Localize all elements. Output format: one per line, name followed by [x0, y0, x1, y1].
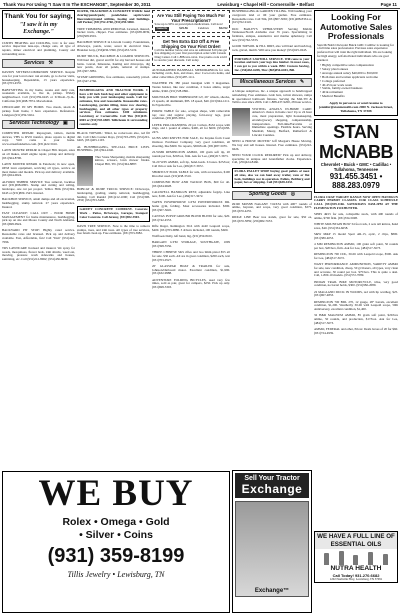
tractor-photo: [235, 501, 309, 597]
tools-icon: ⚒: [48, 59, 54, 66]
classified-ad: BABYSITTING in my home, weeks and daily rate, weekends available, to live in, pickup. Widely neighborhood. Call (931)359-6245 or 6:30a.m.-7p.m.. California (931)698-7874. Macedonian.: [2, 87, 75, 103]
classified-ad: CURTIS HEATING and COOLING, LLC is for sure: service inspection tune-ups, change outs, all type of repairs, minor electrical and plumbing, County and surrounding areas.: [2, 40, 75, 56]
nutra-phone: Call Today! 931.270.6682: [332, 573, 380, 578]
classified-ad: 22 MAGLAND DUCK IN WOODS, red with lip warthog, $25. (931)967-4833.: [314, 289, 398, 298]
sell-logo: [235, 473, 309, 498]
tractor-caption: Exchange™: [254, 588, 290, 594]
job-ad-item: • Highly competitive sales compensation: [320, 62, 374, 67]
classified-ad: TREE TRIMMING AND REMOVAL Licensed, insured, bucket truck, chipper. Free estimates. (931)638-9039, (256)508-9501.: [77, 26, 150, 38]
classified-ad: DUMP TRUCK, BACKHOE & LOADER SERVICES. Will haul dirt, gravel and fill for any harvard houses and barns. Gravel, limestone, hauling and driveways, dig new ponds, clear all ponds, removal of stumps. (931)307-3881.: [77, 54, 150, 73]
job-ad-apply: Apply in person to or send resume to jennifer@stanmcnabb.com 2000 N. Jackson Street, Tullahoma, TN 37388: [319, 100, 393, 113]
classified-ad: SHORTCUT POOL TABLE for sale, with accessories, $100 Ricochet used. (931)638-3310.: [152, 170, 230, 178]
column-2: [77, 10, 150, 478]
classified-ad: Thor Stone Sharpening, mobile sharpening knives, scissors, lawn mower blades. Chapel Hill, TN. (931)364-8887.: [95, 154, 150, 166]
classified-ad: 32-20 WIN AMMO, soft tip, hand-loads. 6 boxes. $25/box; Call Jim or Ask for Lee, (484)317-3672.: [152, 160, 230, 168]
coupon-title: Are You Still Paying Too Much For Your Prescriptions?: [157, 12, 225, 23]
classified-ad: LEPEK PRO-CRANNING 20 pd. Carbon, 8x32 scope with rings, and 1 pound of ammo, $400, all for $600. (931)638-2471.: [152, 122, 230, 135]
classified-ad: A Unique Adaptives, Inc. a unique approach to handicapped remodeling. Free estimates. Grab bars, roll-in showers, ramps & specialized bathroom fixtures. Serving the Mid-TN & Tellico area since 2006. Call 1-888-437-9200, 28 hour service.: [232, 89, 312, 105]
classified-ad: 20' GLASSPAR BOAT & TRAILER for sale, Johnson/Outboard motor. Excellent condition, $1,990. (931)632-9988.: [152, 263, 230, 276]
classified-ad: BUSHHOGGING & GARDEN TILLING. Will bushhog your overgrown land or till your garden. Free estimates. Reasonable rates. Call Tim, (931)807-3065; (931)488-8334 or, (615)762-9145.: [232, 10, 312, 25]
classified-ad: MOUNTAIN BIKE TIMBERLINE GT, 26" wheels, shocks, 21 speeds, all aluminum, $85. 18 speed, $40. (615)944-1211. In Fayetteville.: [152, 95, 230, 107]
bottle-icon: [324, 553, 329, 565]
thank-you-line1: Thank You for saying,: [4, 13, 73, 20]
classified-ad: BACKHOE SERVICE in Lincoln County. Foundations, driveways, ponds, water, sewer & electrical lines. Brandon Gray, (256)636-5390, (931)433-5119.: [77, 40, 150, 52]
sharpening-image: [77, 156, 93, 186]
job-ad-item: • Stable, family-owned business: [320, 86, 363, 91]
section-band-technology: Services Technology ▣: [2, 120, 75, 129]
classified-ad: THREE CHINESE SKS rifles and two 9mm pistol $55 all for sale. $30 each. All are in great condition, $200 each, text (931)703-0527.: [152, 250, 230, 262]
classified-ad: AMMO, FEDERAL and other, Prices: Deals boxes of 20 for $60. (931)724-4939.: [314, 327, 398, 335]
classified-ad: REMINGTON 700 CDL, 30-06 with Leupold scope, $500. Ask for Lee, (484)317-3672.: [314, 252, 398, 260]
header-left: Thank You For Using "I Saw It In The EXCHANGE", September 30, 2011: [3, 1, 151, 7]
classified-ad: DAVID'S SITTERS/COMPANION SERVICE. Respite care for your loved ones: run errands, go to doctor visits, housekeeping, Dependable, 13 years experience. (931)703-4555.: [2, 70, 75, 86]
job-ad-item: • College preferred: [320, 78, 346, 83]
classified-ad: AL BUSHHOGGING, SPE-CIAL PRICE LISTS. BUSHHOG. (931)394-2240.: [77, 144, 150, 153]
classified-ad: LAWN MOWER REPAIR in Eutobeck; in now open, OEM lawn equipment, servicing all types, service on most makes and models. Pick up and delivery available. (931)924-0024.: [2, 162, 75, 178]
classified-ad: REMINGTON 700 BDL 270, 12 gauge, 28" barrels, excellent condition, $1,200. Weatherby 30-06 with Leupold scope, 50th Anniversary, excellent condition, $1,400.: [314, 299, 398, 312]
sell-logo-line1: Sell Your Tractor: [244, 475, 300, 482]
classified-ad: 4 MM REMINGTON AMMO, 100 grain soft point, 50 rounds per box, $20/box, firm. Ask for Lee, (484)317-3673.: [314, 242, 398, 250]
prescription-coupon: [152, 10, 230, 33]
coupon-line: Call the number below and save an additional $10 plus get free shipping on your first prescription order with Canada Drug Center. Call 1-888-xxx-xxxx. Use promo code sav10 to receive your discount. Call today.: [154, 47, 228, 63]
job-ad-list: [317, 64, 395, 99]
header-right: Page 11: [380, 1, 397, 7]
nutra-address: 1202 Nashville Hwy, Lewisburg, TN 37091: [329, 577, 383, 581]
classified-ad: RIDGE LINE Bear tree stands, great for sale, $50 ea, (931)670-5859; (256)682-7653.: [232, 215, 312, 223]
shipping-coupon: [152, 36, 230, 65]
computer-icon: ▣: [63, 120, 68, 127]
classified-ad: DOZER, TRACKHOE & CONCRETE WORK: land clearing/ponds/pads; ponds/lakes septic/water lines/underground utilities, footing and buildings. Jeff Parker, (931)752-4760, (931)359-5690.: [77, 10, 150, 25]
essential-oils-ad: [314, 531, 398, 583]
we-buy-city: Tillis Jewelry • Lewisburg, TN: [67, 570, 165, 579]
we-buy-line1: Rolex • Omega • Gold: [62, 516, 170, 528]
we-buy-ad: [2, 471, 230, 613]
section-band-misc-services: Miscellaneous Services ✎: [232, 78, 312, 87]
classified-ad: FAST CLEANUP: CALL OUT - POOR HOME MANAGEMENT for home maintenance, bushhogging, pick up on site and Moore County and North Alabama. (931)698-0924.: [2, 210, 75, 226]
we-buy-title: WE BUY: [38, 473, 194, 514]
oils-ad-wrap: [314, 528, 398, 613]
job-ad-intro: Stan McNabb Chevrolet Buick GMC Cadillac is looking for a full time sales professional. Previous sales experience preferred but will train the right individual. We are looking for high energy, self-motivated individuals who are goal oriented.: [317, 42, 394, 62]
classified-ad: 22-WMR REMINGTON AMMO, 100 grain soft tip, 20 rounds per box, $20/box, firm. Ask for Lee, (484)317-3673.: [152, 150, 230, 158]
classified-ad: 32 H&R MAGNUM AMMO, 85 grain soft point, $20/box ammo, 50 rounds, and production, $17/box. Ask for Lee, (484)317-3673.: [314, 313, 398, 325]
dealer-logo: STAN McNABB: [318, 121, 393, 162]
sell-logo-line2: Exchange: [241, 482, 303, 496]
classified-ad: CANVAS PUPUP GROUND BLIND BLIND for sale, $20. (931)742-4553.: [152, 213, 230, 222]
classified-ad-boxed: BUSHHOGGING AND TRACTOR WORK. I have a 60 inch bush hog and other equipment to help you with your landscaping needs. Call for estimates, free and reasonable. Reasonable rates. Landscaping, garden tilling, fence row clearing, bushhogging, and all other types of property services. Free estimates. $100 minimum. Lewisburg or Cornersville. Call Tim (931)639-6803 or (931)703-6809. Tellicheum & surrounding counties only.: [77, 86, 150, 129]
classified-ad: GOOD TOPSOIL & FILL DIRT, also will haul and bush hog, rock, gravel, mulch. Will save you money! (931)625-0245.: [232, 44, 312, 52]
dealer-subtitle: Chevrolet • Buick • GMC • Cadillac • Tullahoma, Tennessee: [320, 161, 392, 172]
column-4: [232, 10, 312, 478]
classified-ad: COMPUTER REPAIR: Reprogram, tablets, mobile devices, VHS to DVD transfer, photo repairs to digital copy. Will come to your home. www.artsenfunderties.com. (931)422-5616.: [2, 130, 75, 146]
header-center: Lewisburg • Chapel Hill • Cornersville • Belfast: [217, 1, 314, 7]
bottle-icon: [368, 552, 373, 565]
classified-ad: #9190 MOSSB NAGANT 7.62X54 with 400+ rounds of ammo, bayonet, and scope, very good condition, $375. (931)670-4255.: [232, 201, 312, 213]
job-ad-item: • 40-45 hour work week: [320, 82, 352, 87]
page-header: [0, 0, 400, 9]
classified-ad: LAWN MOWER REPAIR in Chapel Hill. Repair, sales on all makes, small engine repair, pickup and delivery. (931)364-8790.: [2, 148, 75, 160]
classified-ad: BACKHOE SERVICE, small dumps and all excavation, bushhogging, stump removal. 27 years experience. Insured.: [2, 197, 75, 209]
thor-stone-ad: [77, 156, 150, 186]
classified-ad: Wolfbook Dolly, left hand, big, (931)359-8100.: [152, 233, 213, 238]
classified-ad: SPMS 4R15 for sale, collapsible stock, with 400 rounds of ammo, $700 firm. (931)334-5698.: [314, 212, 398, 220]
job-ad-item: • Salary plus bonuses: [320, 66, 349, 71]
classified-ad: COMPOUND BOW AND TACKLE BOX, $60 for all. (931)634-9628.: [152, 180, 230, 188]
classified-ad: INDIAN TRAIL BIKE MOTORCYCLE, trike, very good condition, no barrel holds, $300. (931)982-2089.: [314, 279, 398, 288]
classified-ad: FLORA CRAY TARGET RANGE NOW OPEN HANDGUN CARRY PERMIT CLASSES. FOR CLASS SCHEDULE CALL (931)359-1166. SATURDAYS 8AM-2PM AT THE FLEMINGTON FOXHUNTER.: [314, 194, 398, 210]
coupon-label: Celebrex: [197, 26, 209, 31]
classified-ad: POKER TABLE for sale, octagon shape, with removable top; rare and regular playing, fold-away legs, great condition. (931)683-3954.: [152, 108, 230, 121]
classified-ad: WANT PERFORMANCE AMMUNITION, VARIETY AMMO for sale, new condition, cheap, 50 gr blazers, all types, very clean and accurate, 30 round per box. $75/box. This is quite a deal. Call, 1-800-10 models. (931)572-7089.: [314, 262, 398, 278]
classified-ad: BACKYARD PIT STOP: Highly rated service. Reasonable rates and licensed. Pick up and delivery available. Fast, Affordable, fun! Call "Dan" (931)422-7096.: [2, 228, 75, 244]
column-3: [152, 10, 230, 475]
oil-bottles: [315, 549, 397, 565]
classified-ad: CALDWELL HANDGUN REST, adjustable forgrip. Like new, $100. Ask for Lee, (484)317-3672.: [152, 190, 230, 198]
job-ad-item: • Medical Benefits: [320, 94, 345, 99]
wrench-icon: ✎: [299, 78, 305, 85]
column-5: [314, 10, 398, 610]
oils-title: WE HAVE A FULL LINE OF ESSENTIAL OILS: [315, 532, 397, 549]
classified-ad: WALTHER PK 380 pistol handgun with 3 magazines. Taurus holster, like new condition, 2 boxes ammo, target ammo, $340. (931)728-0861.: [152, 81, 230, 93]
classified-ad: S&W M&P 15 model Sport AR-15, optic, 2 clips, $800. (931)380-4053.: [314, 232, 398, 240]
classified-ad: Rifle Ruger, Remington 30-6 with 4x40 Leupold scope, $400. (931)703-6880. 3 drivers included, 100 rounds, $600.: [152, 223, 230, 232]
classified-ad: TAPEX POWERHOUSE GYM POWERWORK5X DR. home gym, folding. Most accessories included. $300. (931)307-3645.: [152, 200, 230, 212]
coupon-price: $25.56: [179, 26, 188, 31]
classified-ad: AUTOGRAPHED BASEBALL MEMORABILIA for sale, including cards, hats, and more, also: Coca-Cola items, and other collectibles. (931)487-1111.: [152, 67, 230, 80]
coupon-title: Get Ten Extra $10 Off & Free Shipping On Your First Order!: [161, 38, 221, 49]
dealer-phone: 931.455.3451 • 888.283.0979: [329, 171, 383, 190]
job-ad-item: • 401k retirement: [320, 90, 343, 95]
dealer-logo-ad: [314, 119, 398, 193]
section-band-sporting-goods: Sporting Goods ◎: [232, 191, 312, 200]
job-ad-item: • Both men and women applicants welcome: [320, 74, 378, 79]
classified-ad-boxed: PORTABLE SAWMILL SERVICE. Will come to your location and turn your logs into lumber. In most cases, I can get to you within a week. BBC Custom Sawing, Inc. (256)463-6208, Tim: (865)856-6043, Bill.: [232, 55, 312, 75]
classified-ad: CHILDCARE IN MY HOME. Two meals, snack & pickup from home, I have experience. References. Lindgren (931)359-5024.: [2, 105, 75, 117]
section-band-services: Services ⚒: [2, 59, 75, 68]
classified-ad: DOC BAILEY'S UPHOLSTERY Serving Middle Tennessee/North Alabama over 35 years. Specializing in furniture, antique, automotive and marine upholstery. Call now (931)762-5333.: [232, 26, 312, 42]
classified-ad: BOBCAT & DUMP TRUCK SERVICE: Driveways, landscaping, grading, stump removal, bushhogging, hauling. Call Ronald (931)212-1090; Call (931)398-2350; (931)703-3483.: [77, 187, 150, 203]
target-icon: ◎: [290, 191, 296, 198]
classified-ad: NEED A HOUSE MOVED? Jeff Morgan's House Moving. We buy and sell houses. Insured. Free estimates. (931)222-6626.: [232, 139, 312, 151]
angels-image: [232, 108, 250, 136]
classified-ad: WHITE MOUNTAIN BOW 34 foot rack, 2 sets tall knives, hand saws, $40. (931)334-6658.: [314, 222, 398, 230]
bottle-icon: [339, 551, 344, 565]
classified-ad: BARGAIN GYM STORAGE, SOUTHGATE, 1009 (931)398-5556.: [152, 240, 230, 248]
classified-ad: TRS LAWNCARE licensed and insured. We spray for weeds, mosquitoes, flower beds, trim shrubs, weed eat, mowing, pressure wash sidewalks and houses, sanitizing, etc. Call (931)212-8062; (931)436-8639.: [2, 245, 75, 261]
coupon-price2: $52.92: [218, 26, 228, 31]
classified-ad: STUMP GRINDING, free estimates, reasonably priced. (931)347-2766.: [77, 75, 150, 83]
we-buy-phone: (931) 359-8199: [47, 545, 185, 567]
classified-ad: ADVENTURE FOLDING BICYCLES, used very few times, sold as pair, great for campers, $250. Pick up only. (931)698-3303.: [152, 277, 230, 290]
job-ad-title: Looking For Automotive Sales Professionals: [319, 12, 393, 41]
classified-ad: ALFORD TIMBER SERVICE Tree removal, backhoe and (931)698-6865. Stump and cutting and rolling, landscape, one cut per project. Tellico Hills (931)394-6243 or (931)809-1543. Insured.: [2, 179, 75, 195]
classified-ad-boxed: FLORA PALLET SHOP buying good pallets of most all sizes, also we can haul away trailer, vans or flat beds, buildings not in operation. Pallets, Beltburg and paper, box or shipping. Call (931)638-4433.: [232, 168, 312, 188]
classified-ad-boxed: GAFFEY CONCRETE COMPANY. Concrete Work - Patios, Driveways, Garages, Stamped Color Concrete. Call Jeremy, (931)982-3903.: [77, 206, 150, 222]
sales-job-ad: [314, 10, 398, 116]
classified-ad: DAVIS TREE SERVICE. Now is the time to remove stumps, trees, and trim trees. All types of tree services, free brush clean up. Free estimates. (931)703-3982.: [77, 223, 150, 236]
classified-ad: NEED YOUR CLOCK REPAIRED? Pick up and delivery, specialize in antique and Grandfather clocks. Experience. Call, (256)424-8466.: [232, 152, 312, 165]
classified-ad: VISITING ANGELS IN-HOME CARE: America's choice in home care! Up to 24 hour care, meal preparation, light housekeeping, errands/grocery shopping, companionship, transportation. Full-time/Part-time or Immediate openings. Flexible hours. Serving Marshall, Maury, Bedford, Rutherford & Lincoln Counties.: [252, 106, 312, 137]
thank-you-line2: "I saw it in my Exchange.": [19, 20, 58, 35]
job-ad-item: • Average annual salary $40,000 to $50,000: [320, 70, 378, 75]
we-buy-line2: • Silver • Coins: [79, 529, 153, 541]
column-1: [2, 10, 75, 470]
nutra-name: NUTRA HEALTH: [330, 565, 382, 572]
sell-tractor-ad: [232, 470, 312, 613]
classified-ad: GUNS AND KNIVES FOR SALE, Ice Kayaks from Coast Outdoor. Purchaser Company, very good condition, all shooting, like $600. No reports, $650/both. (931)687-5055.: [152, 136, 230, 148]
classified-ad: BLACK TOPSOIL: Tilled, no rocks/roots also, red fill dirt. Call Chris Conner Days, (931)703-2383, (931)201-6463, (931)403-1103.: [77, 130, 150, 143]
coupon-tag: Generic: [156, 26, 168, 31]
bottle-icon: [353, 555, 358, 565]
coupon-line: Save up to 90% on prescription medications. Call now!: [154, 21, 223, 26]
thank-you-box: [2, 10, 75, 39]
visiting-angels-ad: [232, 108, 312, 138]
bottle-icon: [383, 554, 388, 565]
